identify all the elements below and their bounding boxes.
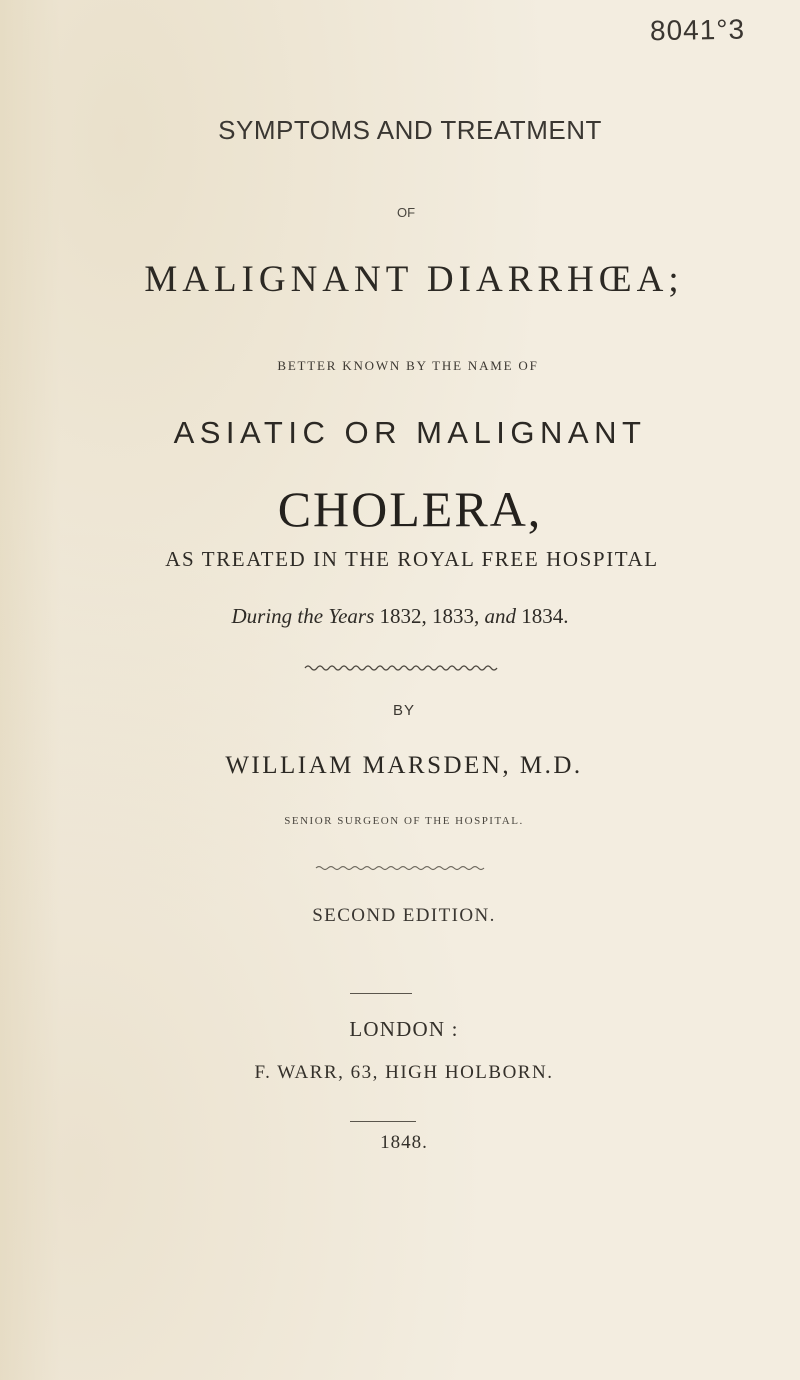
author-role: SENIOR SURGEON OF THE HOSPITAL. xyxy=(284,815,524,827)
year-1832: 1832, xyxy=(379,604,427,628)
imprint-year: 1848. xyxy=(380,1132,428,1153)
title-line-cholera: CHOLERA, xyxy=(277,481,543,537)
byline-by: BY xyxy=(392,702,415,719)
year-1834: 1834. xyxy=(521,604,569,628)
title-line-symptoms: SYMPTOMS AND TREATMENT xyxy=(218,115,602,145)
year-1833: 1833, xyxy=(432,604,480,628)
author-name: WILLIAM MARSDEN, M.D. xyxy=(225,752,583,779)
title-line-malignant-diarrhoea: MALIGNANT DIARRHŒA; xyxy=(144,259,684,300)
library-accession-mark: 8041°3 xyxy=(649,13,746,47)
years-conjunction: and xyxy=(484,604,516,628)
short-rule-upper xyxy=(350,993,412,994)
title-line-asiatic: ASIATIC OR MALIGNANT xyxy=(173,415,647,450)
title-line-better-known: BETTER KNOWN BY THE NAME OF xyxy=(277,358,539,373)
title-line-of: OF xyxy=(396,205,416,220)
years-prefix: During the Years xyxy=(231,604,375,628)
imprint-city: LONDON : xyxy=(349,1017,459,1041)
title-line-royal-free-hospital: AS TREATED IN THE ROYAL FREE HOSPITAL xyxy=(165,547,659,571)
short-rule-lower xyxy=(350,1121,416,1122)
ornamental-wavy-rule-top xyxy=(0,660,800,676)
ornamental-wavy-rule-bottom xyxy=(0,860,800,876)
edition-statement: SECOND EDITION. xyxy=(312,905,496,926)
imprint-publisher: F. WARR, 63, HIGH HOLBORN. xyxy=(254,1062,554,1083)
years-line xyxy=(0,604,800,629)
